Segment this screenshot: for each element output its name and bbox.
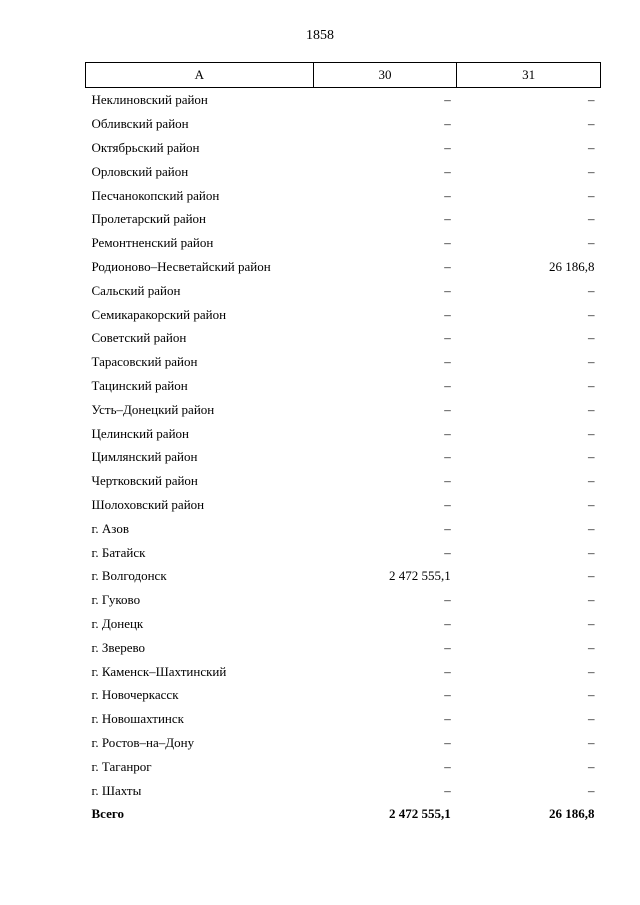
row-col-30: – [444, 711, 451, 727]
row-col-31: – [588, 758, 595, 774]
row-name: г. Новошахтинск [91, 711, 184, 727]
table-footer [86, 802, 601, 826]
row-col-30: – [444, 282, 451, 298]
table-row [86, 612, 601, 636]
row-name: Цимлянский район [91, 449, 198, 465]
header-row [86, 63, 601, 88]
row-col-30: – [444, 163, 451, 179]
table-row [86, 445, 601, 469]
row-col-31: – [588, 330, 595, 346]
row-col-30: – [444, 663, 451, 679]
row-name: Песчанокопский район [91, 187, 220, 203]
total-col-31: 26 186,8 [549, 806, 595, 822]
row-col-31: – [588, 496, 595, 512]
row-name: г. Волгодонск [91, 568, 167, 584]
table-row [86, 421, 601, 445]
row-col-30: – [444, 116, 451, 132]
row-col-30: – [444, 354, 451, 370]
row-name: г. Донецк [91, 615, 144, 631]
row-col-30: – [444, 306, 451, 322]
table-row [86, 302, 601, 326]
header-col-a: А [86, 63, 314, 88]
row-col-30: – [444, 258, 451, 274]
row-col-31: – [588, 782, 595, 798]
table-row [86, 493, 601, 517]
row-col-31: 26 186,8 [549, 258, 595, 274]
row-col-30: – [444, 401, 451, 417]
table-row [86, 778, 601, 802]
page-number: 1858 [306, 28, 334, 43]
row-col-30: – [444, 449, 451, 465]
row-col-31: – [588, 354, 595, 370]
row-col-30: – [444, 615, 451, 631]
row-name: г. Азов [91, 520, 129, 536]
row-col-30: – [444, 639, 451, 655]
total-row [86, 802, 601, 826]
row-name: Тарасовский район [91, 354, 198, 370]
table-row [86, 731, 601, 755]
budget-table [85, 62, 601, 826]
row-name: г. Гуково [91, 592, 141, 608]
row-name: Ремонтненский район [91, 235, 214, 251]
row-name: Семикаракорский район [91, 306, 227, 322]
row-name: Целинский район [91, 425, 189, 441]
row-col-31: – [588, 163, 595, 179]
table-row [86, 588, 601, 612]
table-row [86, 635, 601, 659]
table-row [86, 397, 601, 421]
row-col-30: – [444, 92, 451, 108]
row-col-30: – [444, 520, 451, 536]
table-row [86, 564, 601, 588]
row-name: Неклиновский район [91, 92, 208, 108]
table-row [86, 88, 601, 112]
row-col-31: – [588, 734, 595, 750]
table-row [86, 255, 601, 279]
table-row [86, 516, 601, 540]
table-row [86, 683, 601, 707]
table-row [86, 707, 601, 731]
row-col-30: 2 472 555,1 [389, 568, 451, 584]
row-col-30: – [444, 139, 451, 155]
table-row [86, 540, 601, 564]
row-col-30: – [444, 425, 451, 441]
row-col-31: – [588, 473, 595, 489]
header-col-31: 31 [457, 63, 601, 88]
row-col-30: – [444, 782, 451, 798]
table-row [86, 374, 601, 398]
table-row [86, 754, 601, 778]
row-col-30: – [444, 473, 451, 489]
row-col-31: – [588, 592, 595, 608]
table-row [86, 231, 601, 255]
row-col-31: – [588, 306, 595, 322]
row-col-30: – [444, 330, 451, 346]
table-row [86, 136, 601, 160]
row-col-30: – [444, 758, 451, 774]
table-row [86, 183, 601, 207]
row-col-30: – [444, 187, 451, 203]
table-row [86, 112, 601, 136]
row-col-31: – [588, 639, 595, 655]
table-row [86, 159, 601, 183]
row-col-31: – [588, 235, 595, 251]
row-col-30: – [444, 496, 451, 512]
row-name: Пролетарский район [91, 211, 207, 227]
row-name: г. Шахты [91, 782, 142, 798]
row-col-30: – [444, 687, 451, 703]
row-name: Усть–Донецкий район [91, 401, 215, 417]
row-col-31: – [588, 92, 595, 108]
table-row [86, 278, 601, 302]
total-label: Всего [91, 806, 124, 822]
row-name: Тацинский район [91, 377, 188, 393]
row-name: Родионово–Несветайский район [91, 258, 271, 274]
row-col-31: – [588, 116, 595, 132]
row-col-31: – [588, 211, 595, 227]
row-col-31: – [588, 711, 595, 727]
total-col-30: 2 472 555,1 [389, 806, 451, 822]
row-col-31: – [588, 449, 595, 465]
row-col-31: – [588, 520, 595, 536]
row-col-30: – [444, 592, 451, 608]
row-name: г. Каменск–Шахтинский [91, 663, 227, 679]
row-name: Советский район [91, 330, 187, 346]
row-name: Чертковский район [91, 473, 198, 489]
row-col-31: – [588, 687, 595, 703]
table-row [86, 659, 601, 683]
row-col-30: – [444, 377, 451, 393]
row-col-30: – [444, 544, 451, 560]
table-row [86, 207, 601, 231]
row-name: Шолоховский район [91, 496, 205, 512]
row-col-31: – [588, 544, 595, 560]
row-col-31: – [588, 663, 595, 679]
table-header [86, 63, 601, 88]
table-row [86, 326, 601, 350]
row-col-31: – [588, 282, 595, 298]
row-name: г. Ростов–на–Дону [91, 734, 195, 750]
row-col-30: – [444, 235, 451, 251]
header-col-30: 30 [313, 63, 457, 88]
row-col-31: – [588, 377, 595, 393]
row-name: г. Новочеркасск [91, 687, 179, 703]
row-name: Орловский район [91, 163, 189, 179]
row-name: Октябрьский район [91, 139, 200, 155]
table-row [86, 469, 601, 493]
table-body [86, 88, 601, 802]
row-col-31: – [588, 139, 595, 155]
row-name: Сальский район [91, 282, 181, 298]
row-col-31: – [588, 187, 595, 203]
row-col-31: – [588, 568, 595, 584]
row-col-30: – [444, 211, 451, 227]
row-col-30: – [444, 734, 451, 750]
row-name: г. Зверево [91, 639, 146, 655]
row-name: г. Батайск [91, 544, 146, 560]
row-col-31: – [588, 401, 595, 417]
row-col-31: – [588, 615, 595, 631]
table-row [86, 350, 601, 374]
row-col-31: – [588, 425, 595, 441]
row-name: г. Таганрог [91, 758, 152, 774]
row-name: Обливский район [91, 116, 189, 132]
